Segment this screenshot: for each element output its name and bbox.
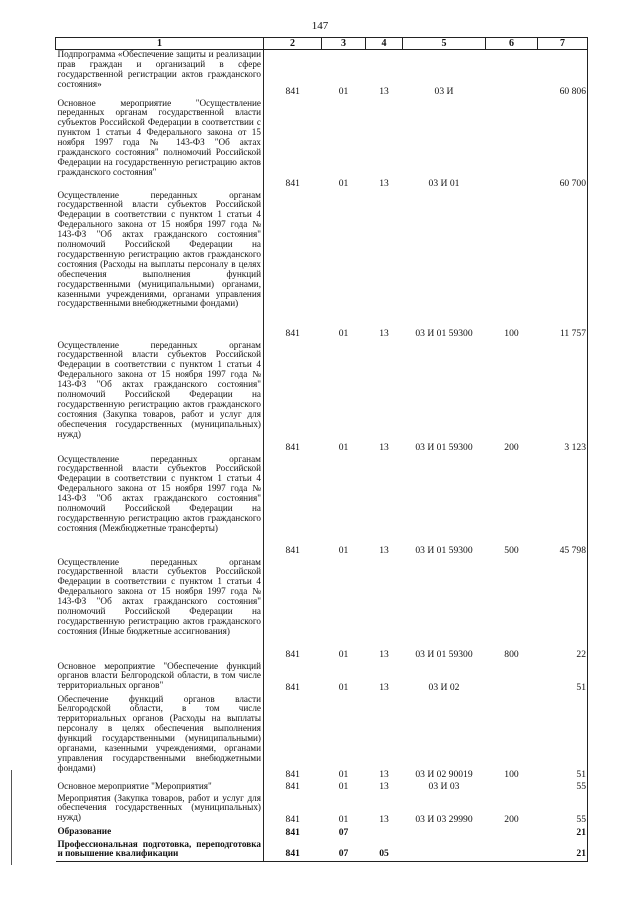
row-name: Основное мероприятие "Обеспечение функций органов власти Белгородской области, в том числе территориальных органов" — [56, 662, 264, 695]
header-col-4: 4 — [366, 38, 403, 50]
row-expense-type: 100 — [504, 768, 519, 780]
row-subsection: 13 — [379, 780, 389, 792]
row-expense-type — [486, 782, 538, 794]
row-ministry: 841 — [285, 681, 300, 693]
row-name: Осуществление переданных органам государственной власти субъектов Российской Федерации в соответствии с пунктом 1 статьи 4 Федерального закона от 15 ноября 1997 года № 143-ФЗ "Об актах гражданского состояния" полномочий Российской Федерации на государственную регистрацию актов гражданского состояния (Межбюджетные трансферты) — [56, 455, 264, 558]
row-section: 01 — [338, 648, 349, 660]
row-section: 01 — [338, 681, 349, 693]
row-ministry: 841 — [285, 648, 300, 660]
row-amount: 55 — [538, 782, 588, 794]
table-row — [56, 455, 588, 558]
page-number: 147 — [311, 20, 329, 32]
row-expense-type — [486, 662, 538, 695]
table-row — [56, 695, 588, 782]
row-target-article: 03 И 03 29990 — [415, 813, 473, 825]
row-target-article: 03 И 01 59300 — [415, 648, 473, 660]
table-row — [56, 50, 588, 99]
row-subsection — [366, 827, 403, 840]
row-subsection: 13 — [379, 85, 389, 97]
row-section: 07 — [322, 840, 366, 862]
row-name: Осуществление переданных органам государственной власти субъектов Российской Федерации в соответствии с пунктом 1 статьи 4 Федерального закона от 15 ноября 1997 года № 143-ФЗ "Об актах гражданского состояния" полномочий Российской Федерации на государственную регистрацию актов гражданского состояния (Закупка товаров, работ и услуг для обеспечения государственных (муниципальных) нужд) — [56, 341, 264, 455]
row-target-article: 03 И 02 90019 — [415, 768, 473, 780]
row-target-article: 03 И 03 — [428, 780, 460, 792]
row-target-article: 03 И 01 59300 — [415, 327, 473, 339]
margin-line — [11, 770, 12, 865]
row-target-article: 03 И — [434, 85, 454, 97]
budget-table — [55, 37, 588, 862]
row-section: 01 — [338, 441, 349, 453]
header-col-3: 3 — [322, 38, 366, 50]
row-amount: 51 — [538, 662, 588, 695]
row-ministry: 841 — [285, 441, 300, 453]
row-ministry: 841 — [285, 826, 300, 838]
row-amount: 21 — [538, 840, 588, 862]
row-name: Мероприятия (Закупка товаров, работ и услуг для обеспечения государственных (муниципальных) нужд) — [56, 794, 264, 827]
row-ministry: 841 — [285, 177, 300, 189]
row-subsection: 05 — [366, 840, 403, 862]
row-expense-type — [486, 50, 538, 99]
row-section: 01 — [338, 813, 349, 825]
row-name: Осуществление переданных органам государственной власти субъектов Российской Федерации в соответствии с пунктом 1 статьи 4 Федерального закона от 15 ноября 1997 года № 143-ФЗ "Об актах гражданского состояния" полномочий Российской Федерации на государственную регистрацию актов гражданского состояния (Расходы на выплаты персоналу в целях обеспечения выполнения функций государственными (муниципальными) органами, казенными учреждениями, органами управления государственными внебюджетными фондами) — [56, 191, 264, 341]
table-row — [56, 191, 588, 341]
row-ministry: 841 — [285, 768, 300, 780]
row-amount: 22 — [538, 558, 588, 662]
row-amount: 3 123 — [538, 341, 588, 455]
row-ministry: 841 — [285, 813, 300, 825]
header-col-6: 6 — [486, 38, 538, 50]
row-expense-type: 100 — [504, 327, 519, 339]
header-col-7: 7 — [538, 38, 588, 50]
row-amount: 60 700 — [538, 99, 588, 191]
row-name: Осуществление переданных органам государственной власти субъектов Российской Федерации в соответствии с пунктом 1 статьи 4 Федерального закона от 15 ноября 1997 года № 143-ФЗ "Об актах гражданского состояния" полномочий Российской Федерации на государственную регистрацию актов гражданского состояния (Иные бюджетные ассигнования) — [56, 558, 264, 662]
row-target-article — [403, 827, 486, 840]
table-row — [56, 99, 588, 191]
table-row — [56, 827, 588, 840]
row-target-article — [403, 840, 486, 862]
row-subsection: 13 — [379, 768, 389, 780]
row-expense-type — [486, 99, 538, 191]
row-target-article: 03 И 01 59300 — [415, 441, 473, 453]
row-section: 01 — [338, 177, 349, 189]
row-subsection: 13 — [379, 813, 389, 825]
table-row — [56, 782, 588, 794]
row-amount: 60 806 — [538, 50, 588, 99]
row-ministry: 841 — [285, 85, 300, 97]
row-name: Основное мероприятие "Мероприятия" — [56, 782, 264, 794]
row-subsection: 13 — [379, 544, 389, 556]
row-subsection: 13 — [379, 327, 389, 339]
row-subsection: 13 — [379, 681, 389, 693]
table-row — [56, 662, 588, 695]
header-row — [56, 38, 588, 50]
row-amount: 21 — [538, 827, 588, 840]
row-section: 01 — [338, 85, 349, 97]
row-subsection: 13 — [379, 177, 389, 189]
row-section: 01 — [338, 327, 349, 339]
table-row — [56, 840, 588, 862]
row-amount: 55 — [538, 794, 588, 827]
table-row — [56, 341, 588, 455]
row-subsection: 13 — [379, 441, 389, 453]
row-expense-type: 800 — [504, 648, 519, 660]
table-row — [56, 794, 588, 827]
row-expense-type — [486, 840, 538, 862]
row-section: 01 — [338, 768, 349, 780]
row-ministry: 841 — [285, 544, 300, 556]
header-col-5: 5 — [403, 38, 486, 50]
header-col-1: 1 — [56, 38, 264, 50]
row-target-article: 03 И 01 59300 — [415, 544, 473, 556]
row-name: Основное мероприятие "Осуществление переданных органам государственной власти субъектов Российской Федерации в соответствии с пунктом 1 статьи 4 Федерального закона от 15 ноября 1997 года № 143-ФЗ "Об актах гражданского состояния" полномочий Российской Федерации на государственную регистрацию актов гражданского состояния" — [56, 99, 264, 191]
row-name: Образование — [56, 827, 264, 840]
row-section: 01 — [338, 544, 349, 556]
row-expense-type: 200 — [504, 441, 519, 453]
row-amount: 51 — [538, 695, 588, 782]
row-expense-type: 500 — [504, 544, 519, 556]
row-subsection: 13 — [379, 648, 389, 660]
header-col-2: 2 — [264, 38, 322, 50]
row-target-article: 03 И 02 — [428, 681, 460, 693]
row-amount: 45 798 — [538, 455, 588, 558]
row-ministry: 841 — [285, 327, 300, 339]
row-section: 01 — [338, 780, 349, 792]
row-target-article: 03 И 01 — [428, 177, 460, 189]
row-expense-type — [486, 827, 538, 840]
row-section: 07 — [338, 826, 349, 838]
row-expense-type: 200 — [504, 813, 519, 825]
row-ministry: 841 — [264, 840, 322, 862]
row-name: Обеспечение функций органов власти Белгородской области, в том числе территориальных органов (Расходы на выплаты персоналу в целях обеспечения выполнения функций государственными (муниципальными) органами, казенными учреждениями, органами управления государственными внебюджетными фондами) — [56, 695, 264, 782]
table-row — [56, 558, 588, 662]
row-ministry: 841 — [285, 780, 300, 792]
row-name: Подпрограмма «Обеспечение защиты и реализации прав граждан и организаций в сфере государственной регистрации актов гражданского состояния» — [56, 50, 264, 99]
row-amount: 11 757 — [538, 191, 588, 341]
row-name: Профессиональная подготовка, переподготовка и повышение квалификации — [56, 840, 264, 862]
